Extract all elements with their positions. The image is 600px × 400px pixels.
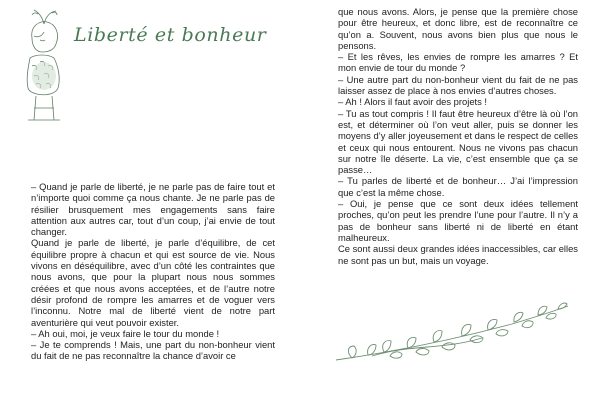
leafy-branch-illustration: [332, 300, 572, 370]
paragraph: Quand je parle de liberté, je parle d’équilibre, de cet équilibre propre à chacun et qui est source de vie. Nous vivons en déséquilibre, avec d’un côté les contraintes que nous avons, que pour la plupart nous nous sommes créées et que nous avons acceptées, et de l’autre notre désir profond de rompre les amarres et de voguer vers l’inconnu. Notre mal de liberté vient de notre part aventurière qui veut pouvoir exister.: [31, 237, 275, 328]
left-text-column: [31, 181, 275, 362]
right-text-column: [338, 6, 578, 266]
paragraph: – Ah ! Alors il faut avoir des projets !: [338, 96, 488, 108]
chapter-title: Liberté et bonheur: [74, 24, 267, 46]
paragraph: – Tu as tout compris ! Il faut être heureux d’être là où l’on est, et déterminer où l’on veut aller, puis se donner les moyens d’y aller joyeusement et dans le respect de celles et ceux qui nous entourent. Nous ne vivons pas chacun sur notre île déserte. La vie, c’est ensemble que ça se passe…: [338, 107, 578, 176]
paragraph: que nous avons. Alors, je pense que la première chose pour être heureux, et donc libre, est de reconnaître ce qu’on a. Souvent, nous avons bien plus que nous le pensons.: [338, 6, 578, 51]
paragraph: – Oui, je pense que ce sont deux idées tellement proches, qu’on peut les prendre l’une pour l’autre. Il n’y a pas de bonheur sans liberté ni de liberté en étant malheureux.: [338, 198, 578, 243]
paragraph: – Ah oui, moi, je veux faire le tour du monde !: [31, 327, 220, 339]
paragraph: – Et les rêves, les envies de rompre les amarres ? Et mon envie de tour du monde ?: [338, 51, 578, 74]
paragraph: – Une autre part du non-bonheur vient du fait de ne pas laisser assez de place à nos envies d’autres choses.: [338, 73, 578, 97]
paragraph: Ce sont aussi deux grandes idées inaccessibles, car elles ne sont pas un but, mais un voyage.: [338, 243, 578, 266]
girl-with-plant-illustration: [14, 6, 74, 124]
right-page: [300, 0, 600, 400]
paragraph: – Tu parles de liberté et de bonheur… J’ai l’impression que c’est la même chose.: [338, 175, 578, 198]
paragraph: – Quand je parle de liberté, je ne parle pas de faire tout et n’importe quoi comme ça nous chante. Je ne parle pas de résilier brusquement mes engagements sans faire attention aux autres car, tout d’un coup, j’ai envie de tout changer.: [31, 181, 275, 238]
paragraph: – Je te comprends ! Mais, une part du non-bonheur vient du fait de ne pas reconnaître la chance d’avoir ce: [31, 339, 275, 362]
